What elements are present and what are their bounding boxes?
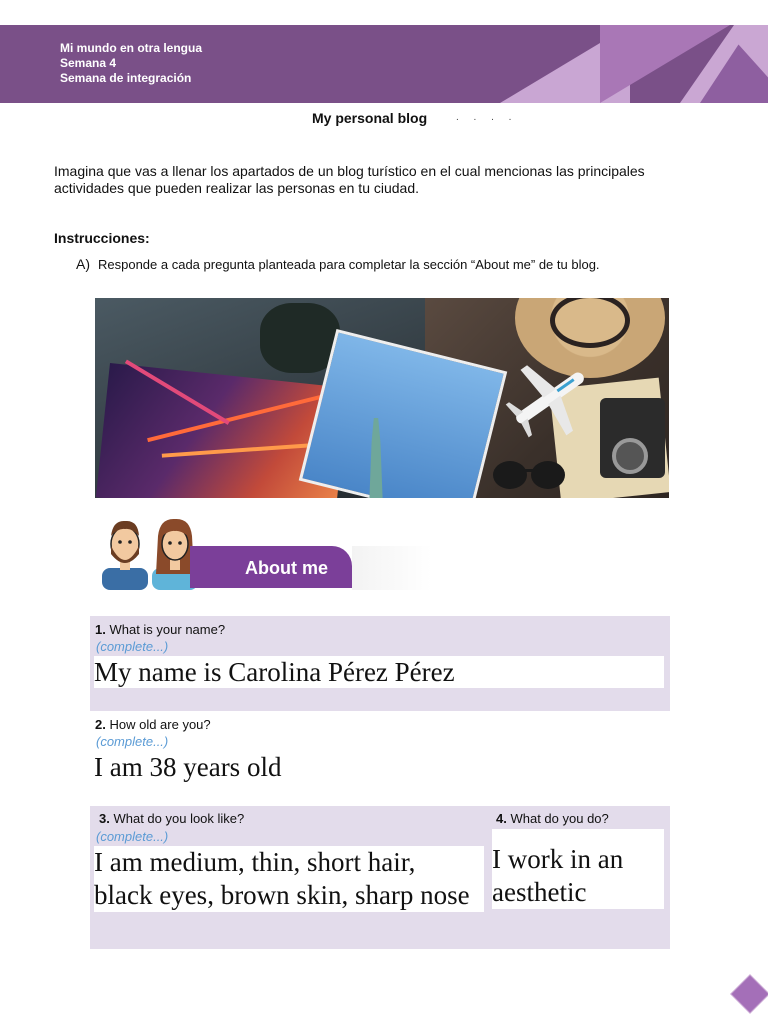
question-number: 1.: [95, 622, 106, 637]
course-subtitle: Semana de integración: [60, 71, 192, 85]
question-number: 2.: [95, 717, 106, 732]
answer-4-field[interactable]: [492, 829, 664, 909]
page-title: My personal blog: [312, 110, 428, 126]
sunglasses-icon: [490, 453, 570, 493]
question-text: What is your name?: [109, 622, 226, 637]
camera-lens: [612, 438, 648, 474]
answer-4-line-1: I work in an: [492, 844, 624, 874]
question-2-hint: (complete...): [96, 734, 169, 749]
question-3-hint: (complete...): [96, 829, 169, 844]
question-number: 3.: [99, 811, 110, 826]
question-2-label: [95, 717, 211, 732]
instructions-heading: Instrucciones:: [54, 230, 150, 246]
question-1-hint: (complete...): [96, 639, 169, 654]
about-me-label: About me: [245, 558, 328, 578]
question-1-label: [95, 622, 225, 637]
question-text: What do you look like?: [113, 811, 245, 826]
answer-2-field[interactable]: I am 38 years old: [94, 751, 664, 784]
light-streak: [147, 395, 323, 442]
question-text: What do you do?: [510, 811, 609, 826]
instruction-text: Responde a cada pregunta planteada para completar la sección “About me” de tu blog.: [98, 257, 600, 272]
corner-decor: [730, 974, 768, 1014]
about-me-tab: [190, 546, 352, 588]
question-number: 4.: [496, 811, 507, 826]
answer-4-line-2: aesthetic: [492, 877, 587, 907]
question-3-label: [99, 811, 244, 826]
header-banner: [0, 25, 768, 103]
answer-3-line-2: black eyes, brown skin, sharp nose: [94, 880, 470, 910]
people-avatars-icon: [100, 514, 200, 590]
travel-collage-image: [95, 298, 669, 498]
course-name: Mi mundo en otra lengua: [60, 41, 203, 55]
course-info: [60, 41, 202, 86]
stray-marks: . . . .: [456, 112, 518, 123]
question-4-label: [496, 811, 609, 826]
camera: [600, 398, 665, 478]
intro-paragraph: Imagina que vas a llenar los apartados de un blog turístico en el cual mencionas las principales actividades que pueden realizar las personas en tu ciudad.: [54, 163, 645, 196]
answer-3-line-1: I am medium, thin, short hair,: [94, 847, 416, 877]
question-text: How old are you?: [109, 717, 211, 732]
instruction-item: [76, 256, 600, 272]
tab-shadow: [352, 546, 432, 590]
answer-1-field[interactable]: My name is Carolina Pérez Pérez: [94, 656, 664, 688]
instruction-letter: A): [76, 256, 90, 272]
airplane-icon: [490, 338, 610, 458]
course-week: Semana 4: [60, 56, 117, 70]
answer-3-field[interactable]: [94, 846, 484, 912]
